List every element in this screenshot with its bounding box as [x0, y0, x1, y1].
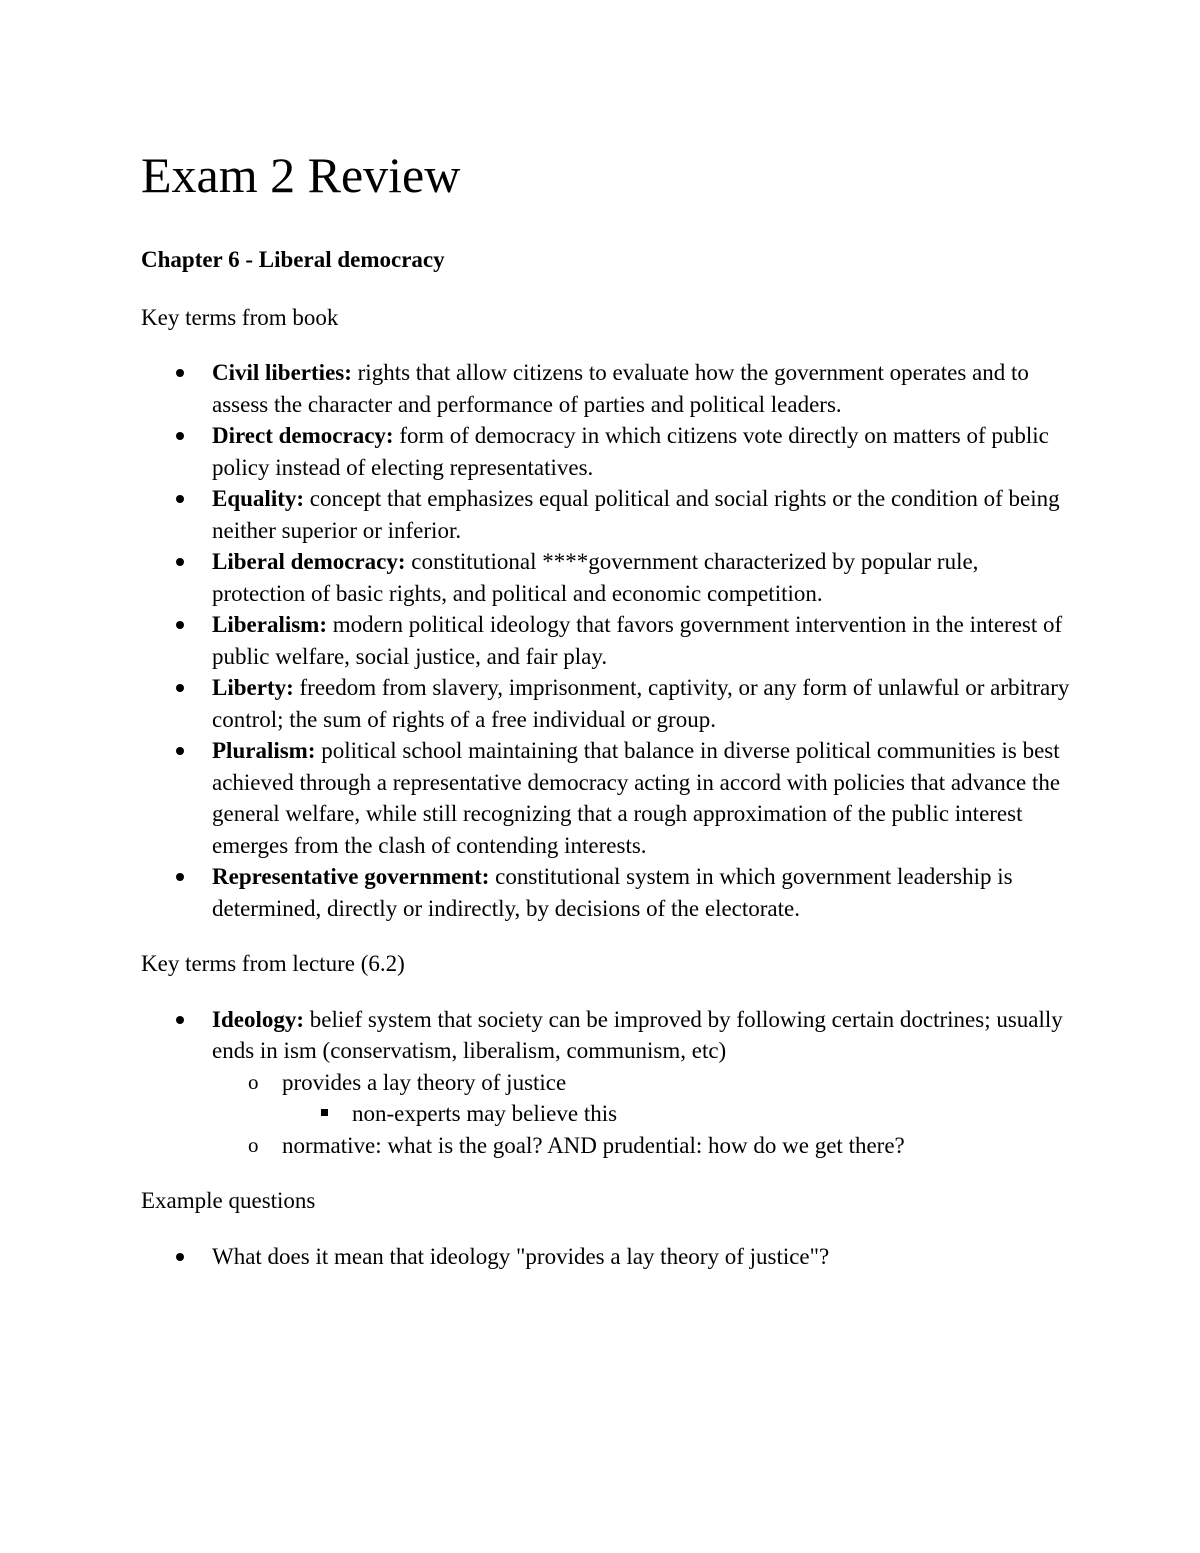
- list-item: [141, 861, 1071, 924]
- section-label-book: Key terms from book: [141, 304, 339, 330]
- term-definition: constitutional ****government characterized by popular rule, protection of basic rights, and political and economic competition.: [212, 549, 979, 606]
- term-label: Liberalism:: [212, 612, 327, 638]
- list-item: [141, 735, 1071, 861]
- example-questions-list: [141, 1241, 1071, 1273]
- lecture-subsubitems-list: [141, 1098, 1071, 1130]
- bullet-icon: [176, 684, 184, 692]
- term-label: Pluralism:: [212, 738, 316, 764]
- bullet-icon: [176, 1253, 184, 1261]
- circle-bullet-icon: o: [248, 1132, 259, 1157]
- bullet-icon: [176, 432, 184, 440]
- section-label-lecture: Key terms from lecture (6.2): [141, 951, 405, 977]
- page-title: Exam 2 Review: [141, 147, 461, 203]
- term-definition: form of democracy in which citizens vote directly on matters of public policy instead of electing representatives.: [212, 423, 1049, 480]
- section-label-examples: Example questions: [141, 1188, 316, 1214]
- list-item: [141, 609, 1071, 672]
- sub-list-item: [141, 1067, 1071, 1099]
- term-label: Direct democracy:: [212, 423, 394, 449]
- question-text: What does it mean that ideology "provides a lay theory of justice"?: [212, 1243, 830, 1269]
- list-item: [141, 483, 1071, 546]
- term-label: Civil liberties:: [212, 360, 352, 386]
- list-item: [141, 420, 1071, 483]
- chapter-heading: Chapter 6 - Liberal democracy: [141, 247, 445, 272]
- term-definition: modern political ideology that favors government intervention in the interest of public welfare, social justice, and fair play.: [212, 612, 1063, 669]
- term-definition: concept that emphasizes equal political and social rights or the condition of being neither superior or inferior.: [212, 486, 1060, 543]
- term-label: Liberal democracy:: [212, 549, 406, 575]
- lecture-subitems-list-2: [141, 1130, 1071, 1162]
- term-label: Representative government:: [212, 864, 490, 890]
- sub-item-text: provides a lay theory of justice: [282, 1069, 567, 1095]
- sub-list-item: [141, 1130, 1071, 1162]
- lecture-subitems-list: [141, 1067, 1071, 1099]
- term-label: Liberty:: [212, 675, 294, 701]
- sub-sub-list-item: [141, 1098, 1071, 1130]
- lecture-terms-list: [141, 1004, 1071, 1067]
- bullet-icon: [176, 747, 184, 755]
- bullet-icon: [176, 495, 184, 503]
- bullet-icon: [176, 1016, 184, 1024]
- sub-sub-item-text: non-experts may believe this: [352, 1101, 618, 1127]
- list-item: [141, 672, 1071, 735]
- sub-item-text: normative: what is the goal? AND prudential: how do we get there?: [282, 1132, 905, 1158]
- list-item: [141, 1241, 1071, 1273]
- document-page: [141, 140, 1071, 1272]
- bullet-icon: [176, 873, 184, 881]
- bullet-icon: [176, 369, 184, 377]
- term-definition: rights that allow citizens to evaluate how the government operates and to assess the character and performance of parties and political leaders.: [212, 360, 1029, 417]
- term-label: Ideology:: [212, 1006, 304, 1032]
- term-label: Equality:: [212, 486, 305, 512]
- bullet-icon: [176, 621, 184, 629]
- bullet-icon: [176, 558, 184, 566]
- term-definition: belief system that society can be improved by following certain doctrines; usually ends in ism (conservatism, liberalism, communism, etc): [212, 1006, 1063, 1064]
- square-bullet-icon: [321, 1109, 328, 1116]
- term-definition: freedom from slavery, imprisonment, captivity, or any form of unlawful or arbitrary control; the sum of rights of a free individual or group.: [212, 675, 1070, 732]
- list-item: [141, 546, 1071, 609]
- circle-bullet-icon: o: [248, 1069, 259, 1094]
- book-terms-list: [141, 357, 1071, 924]
- term-definition: political school maintaining that balance in diverse political communities is best achieved through a representative democracy acting in accord with policies that advance the general welfare, while still recognizing that a rough approximation of the public interest emerges from the clash of contending interests.: [212, 738, 1061, 858]
- term-definition: constitutional system in which government leadership is determined, directly or indirectly, by decisions of the electorate.: [212, 864, 1013, 921]
- list-item: [141, 1004, 1071, 1067]
- list-item: [141, 357, 1071, 420]
